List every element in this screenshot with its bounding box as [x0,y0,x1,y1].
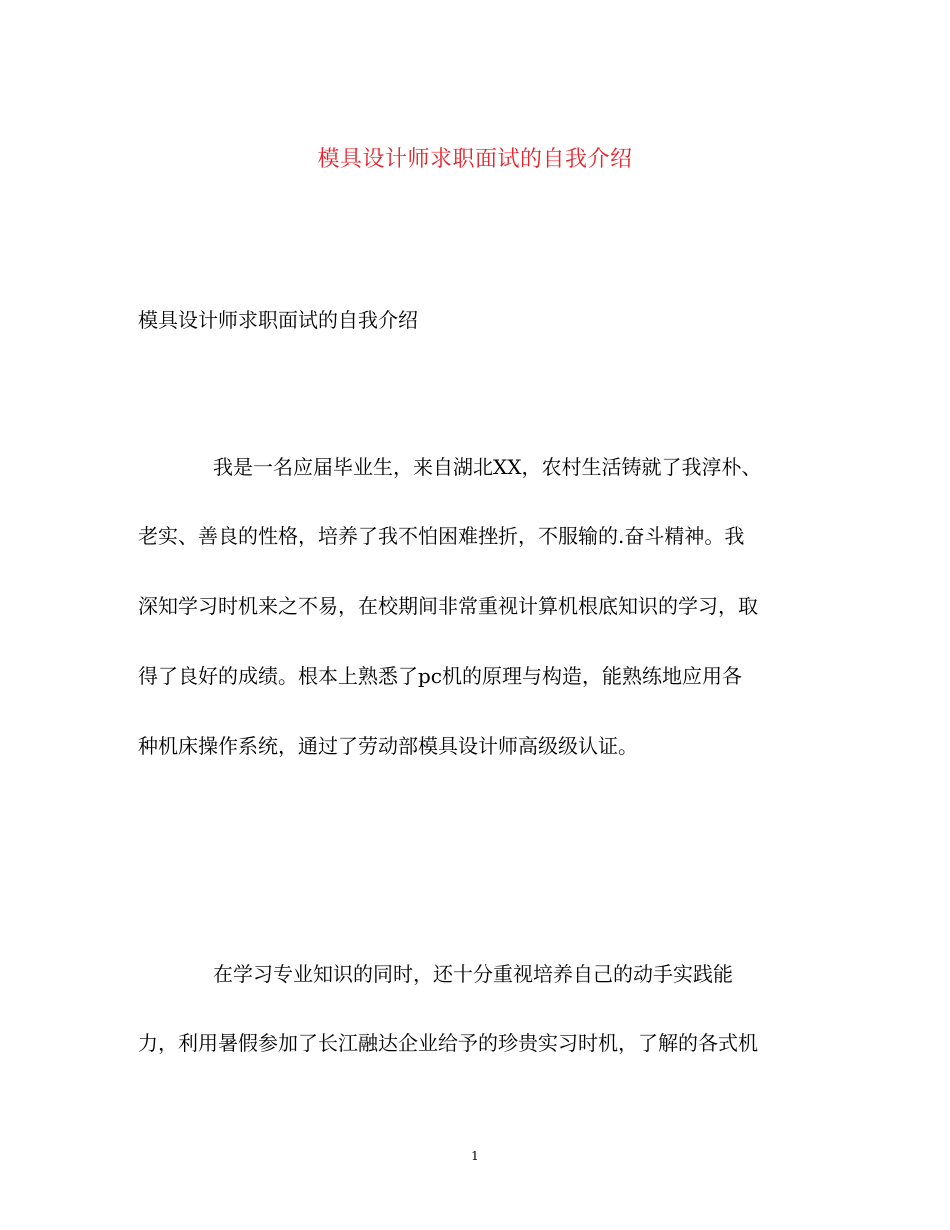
paragraph-line: 种机床操作系统，通过了劳动部模具设计师高级级认证。 [138,734,638,758]
document-subtitle: 模具设计师求职面试的自我介绍 [138,308,418,332]
paragraph-line: 深知学习时机来之不易，在校期间非常重视计算机根底知识的学习，取 [138,594,758,618]
paragraph-line: 老实、善良的性格，培养了我不怕困难挫折，不服输的.奋斗精神。我 [138,524,745,548]
paragraph-line: 得了良好的成绩。根本上熟悉了pc机的原理与构造，能熟练地应用各 [138,664,743,688]
paragraph-line: 力，利用暑假参加了长江融达企业给予的珍贵实习时机，了解的各式机 [138,1031,758,1055]
document-title: 模具设计师求职面试的自我介绍 [317,147,633,172]
paragraph-line: 我是一名应届毕业生，来自湖北XX，农村生活铸就了我淳朴、 [213,455,762,479]
paragraph-line: 在学习专业知识的同时，还十分重视培养自己的动手实践能 [213,962,733,986]
page-number: 1 [471,1149,479,1163]
